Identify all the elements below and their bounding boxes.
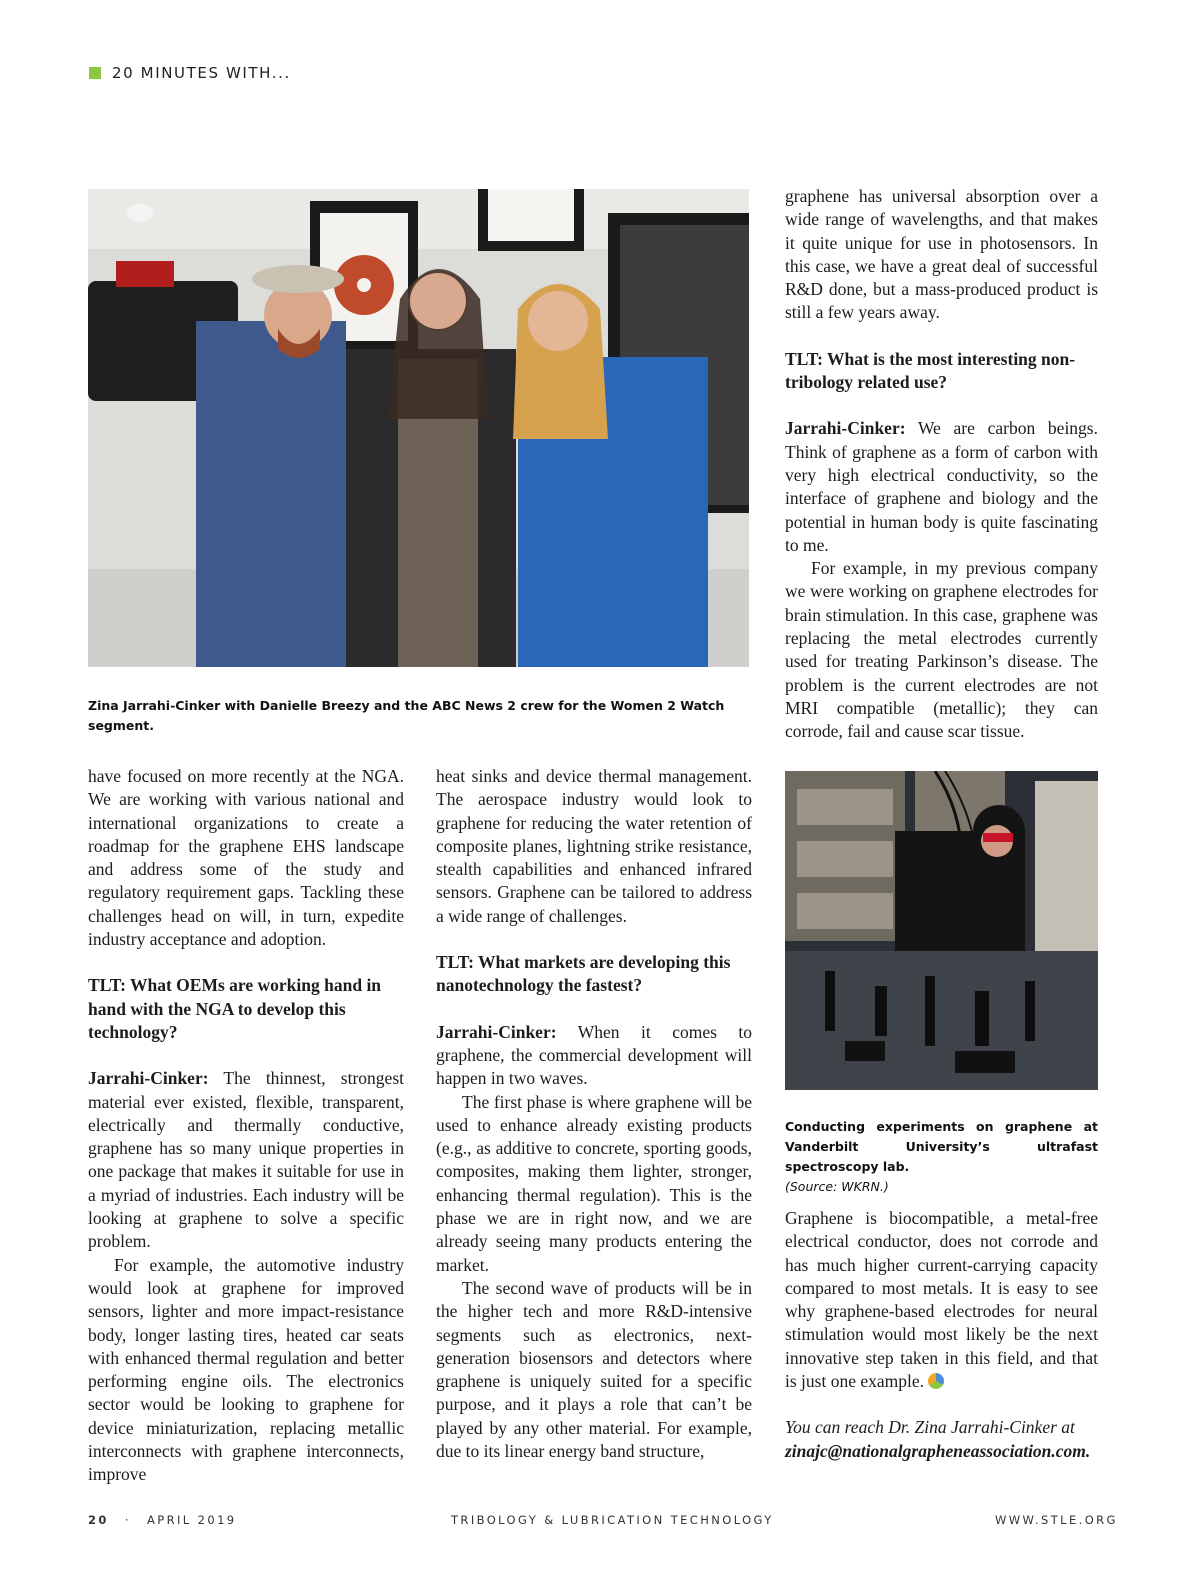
col2-paragraph-2: The first phase is where graphene will be used to enhance already existing products (e.g., as additive to concrete, sporting goods, composites, making them lighter, stronger, enhancing thermal regulation). This is the phase we are in right now, and we are already seeing many products entering the market. <box>436 1091 752 1275</box>
footer-left <box>88 1513 237 1527</box>
col3-speaker: Jarrahi-Cinker: <box>785 418 906 439</box>
col3-paragraph-3 <box>785 1207 1098 1393</box>
col3-answer-text: We are carbon beings. Think of graphene as a form of carbon with very high electrical conductivity, so the interface of graphene and biology and the potential in human body is quite fascinating to me. <box>785 418 1098 555</box>
col2-answer <box>436 1021 752 1091</box>
col1-question: TLT: What OEMs are working hand in hand with the NGA to develop this technology? <box>88 975 382 1042</box>
lab-photo-caption-text: Conducting experiments on graphene at Vanderbilt University’s ultrafast spectroscopy lab. <box>785 1119 1098 1174</box>
col1-answer <box>88 1067 404 1253</box>
col3-paragraph-3-text: Graphene is biocompatible, a metal-free electrical conductor, does not corrode and has much higher current-carrying capacity compared to most metals. It is easy to see why graphene-based electrodes for neural stimulation would most likely be the next innovative step taken in this field, and that is just one example. <box>785 1208 1098 1392</box>
col2-paragraph-3: The second wave of products will be in the higher tech and more R&D-intensive segments such as electronics, next-generation biosensors and detectors where graphene is uniquely suited for a specific purpose, and it plays a role that can’t be played by any other material. For example, due to its linear energy band structure, <box>436 1277 752 1462</box>
footer-separator: · <box>124 1513 131 1527</box>
col3-paragraph-2: For example, in my previous company we were working on graphene electrodes for brain stimulation. In this case, graphene was replacing the metal electrodes currently used for treating Parkinson’s disease. The problem is the current electrodes are not MRI compatible (metallic); they can corrode, fail and cause scar tissue. <box>785 558 1098 742</box>
col1-paragraph-1: have focused on more recently at the NGA. We are working with various national and international organizations to create a roadmap for the graphene EHS landscape and address some of the study and regulatory requirement gaps. Tackling these challenges head on will, in turn, expedite industry acceptance and adoption. <box>88 766 404 950</box>
section-marker-square <box>89 67 101 79</box>
article-column-3-top <box>785 185 1098 744</box>
col3-paragraph-1: graphene has universal absorption over a wide range of wavelengths, and that makes it quite unique for use in photosensors. In this case, we have a great deal of successful R&D done, but a mass-produced product is still a few years away. <box>785 186 1098 323</box>
col2-speaker: Jarrahi-Cinker: <box>436 1021 557 1042</box>
contact-prefix: You can reach Dr. Zina Jarrahi-Cinker at <box>785 1417 1075 1438</box>
publication-name: TRIBOLOGY & LUBRICATION TECHNOLOGY <box>451 1513 774 1527</box>
col2-paragraph-1: heat sinks and device thermal management. The aerospace industry would look to graphene for reducing the water retention of composite planes, lightning strike resistance, stealth capabilities and enhanced infrared sensors. Graphene can be tailored to address a wide range of challenges. <box>436 766 752 926</box>
contact-line <box>785 1416 1098 1463</box>
col3-answer <box>785 417 1098 557</box>
col2-question: TLT: What markets are developing this nanotechnology the fastest? <box>436 952 731 996</box>
group-photo <box>88 189 749 667</box>
article-column-1 <box>88 765 404 1487</box>
section-header <box>89 64 291 82</box>
group-photo-caption: Zina Jarrahi-Cinker with Danielle Breezy and the ABC News 2 crew for the Women 2 Watch segment. <box>88 698 725 733</box>
article-column-3-bottom <box>785 1207 1098 1463</box>
lab-photo-source: (Source: WKRN.) <box>785 1179 889 1194</box>
website-link[interactable]: WWW.STLE.ORG <box>995 1513 1118 1527</box>
contact-email-link[interactable]: zinajc@nationalgrapheneassociation.com. <box>785 1440 1091 1461</box>
issue-date: APRIL 2019 <box>147 1513 237 1527</box>
page-number: 20 <box>88 1513 109 1527</box>
col1-speaker: Jarrahi-Cinker: <box>88 1068 209 1089</box>
end-of-article-icon <box>928 1373 944 1389</box>
section-label: 20 MINUTES WITH... <box>112 64 291 82</box>
col1-paragraph-2: For example, the automotive industry would look at graphene for improved sensors, lighter and more impact-resistance body, longer lasting tires, heated car seats with enhanced thermal regulation and better performing engine oils. The electronics sector would be looking to graphene for device miniaturization, replacing metallic interconnects with graphene interconnects, improve <box>88 1254 404 1485</box>
lab-photo-caption <box>785 1117 1098 1197</box>
col1-answer-text: The thinnest, strongest material ever existed, flexible, transparent, electrically and thermally conductive, graphene has so many unique properties in one package that makes it suitable for use in a myriad of industries. Each industry will be looking at graphene to solve a specific problem. <box>88 1068 404 1252</box>
col3-question: TLT: What is the most interesting non-tribology related use? <box>785 348 1076 393</box>
article-column-2 <box>436 765 752 1463</box>
lab-photo <box>785 771 1098 1090</box>
col2-answer-text: When it comes to graphene, the commercial development will happen in two waves. <box>436 1021 752 1089</box>
